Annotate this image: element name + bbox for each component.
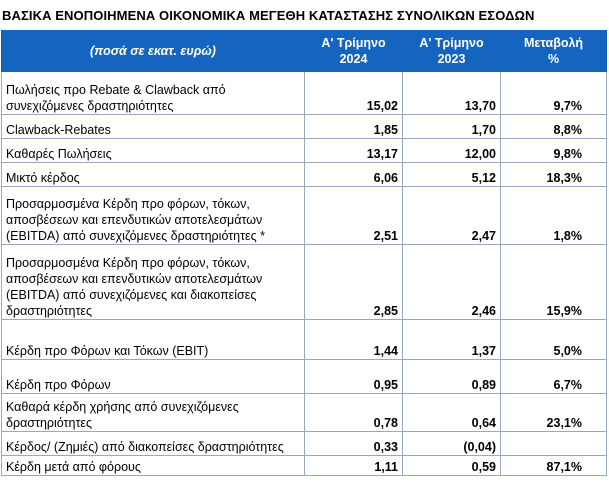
row-label-line: δραστηριότητες xyxy=(6,304,92,318)
header-change-line1: Μεταβολή xyxy=(523,36,584,50)
value-change: 1,8% xyxy=(501,187,607,245)
row-label-line: Πωλήσεις προ Rebate & Clawback από xyxy=(6,83,226,97)
row-label-line: συνεχιζόμενες δραστηριότητες xyxy=(6,99,174,113)
header-q1-2024-line1: Α' Τρίμηνο xyxy=(321,36,386,50)
table-row xyxy=(2,139,607,163)
row-label xyxy=(2,139,305,163)
row-label xyxy=(2,360,305,394)
row-label-line: αποσβέσεων και επενδυτικών αποτελεσμάτων xyxy=(6,213,263,227)
row-label-line: Προσαρμοσμένα Κέρδη προ φόρων, τόκων, xyxy=(6,256,250,270)
row-label-line: (EBITDA) από συνεχιζόμενες και διακοπείσες xyxy=(6,288,257,302)
table-row xyxy=(2,432,607,456)
header-q1-2023-line1: Α' Τρίμηνο xyxy=(419,36,484,50)
value-q1-2024: 6,06 xyxy=(305,163,403,187)
value-q1-2023: 0,89 xyxy=(403,360,501,394)
table-row xyxy=(2,320,607,360)
header-q1-2024-line2: 2024 xyxy=(339,52,368,66)
table-row xyxy=(2,394,607,432)
value-q1-2023: 0,64 xyxy=(403,394,501,432)
value-change: 6,7% xyxy=(501,360,607,394)
value-change: 18,3% xyxy=(501,163,607,187)
value-q1-2024: 0,78 xyxy=(305,394,403,432)
table-row xyxy=(2,360,607,394)
row-label-line: Προσαρμοσμένα Κέρδη προ φόρων, τόκων, xyxy=(6,197,250,211)
row-label xyxy=(2,72,305,115)
header-change-line2: % xyxy=(547,52,560,66)
value-q1-2024: 2,85 xyxy=(305,245,403,320)
value-change: 8,8% xyxy=(501,115,607,139)
header-units-label: (ποσά σε εκατ. ευρώ) xyxy=(2,31,305,72)
row-label-line: Μικτό κέρδος xyxy=(6,171,80,185)
row-label-line: αποσβέσεων και επενδυτικών αποτελεσμάτων xyxy=(6,272,263,286)
value-q1-2023: 2,47 xyxy=(403,187,501,245)
financial-table xyxy=(1,30,607,476)
value-q1-2023: 1,70 xyxy=(403,115,501,139)
value-change: 9,8% xyxy=(501,139,607,163)
value-q1-2024: 1,85 xyxy=(305,115,403,139)
value-change: 23,1% xyxy=(501,394,607,432)
table-row xyxy=(2,187,607,245)
value-q1-2023: (0,04) xyxy=(403,432,501,456)
value-change xyxy=(501,432,607,456)
row-label xyxy=(2,432,305,456)
page-title: ΒΑΣΙΚΑ ΕΝΟΠΟΙΗΜΕΝΑ ΟΙΚΟΝΟΜΙΚΑ ΜΕΓΕΘΗ ΚΑΤΑΣΤΑΣΗΣ ΣΥΝΟΛΙΚΩΝ ΕΣΟΔΩΝ xyxy=(2,8,535,23)
value-q1-2024: 0,33 xyxy=(305,432,403,456)
row-label-line: (EBITDA) από συνεχιζόμενες δραστηριότητες * xyxy=(6,229,265,243)
value-change: 5,0% xyxy=(501,320,607,360)
table-row xyxy=(2,245,607,320)
row-label xyxy=(2,187,305,245)
table-row xyxy=(2,72,607,115)
row-label-line: Clawback-Rebates xyxy=(6,123,111,137)
value-q1-2023: 0,59 xyxy=(403,456,501,476)
table-row xyxy=(2,163,607,187)
row-label xyxy=(2,115,305,139)
row-label-line: Κέρδος/ (Ζημιές) από διακοπείσες δραστηριότητες xyxy=(6,440,284,454)
value-change: 9,7% xyxy=(501,72,607,115)
row-label xyxy=(2,320,305,360)
row-label-line: Καθαρά κέρδη χρήσης από συνεχιζόμενες xyxy=(6,400,239,414)
row-label-line: Κέρδη μετά από φόρους xyxy=(6,460,141,474)
value-q1-2024: 2,51 xyxy=(305,187,403,245)
value-q1-2023: 13,70 xyxy=(403,72,501,115)
value-q1-2023: 2,46 xyxy=(403,245,501,320)
row-label xyxy=(2,245,305,320)
row-label-line: δραστηριότητες xyxy=(6,416,92,430)
table-row xyxy=(2,456,607,476)
value-q1-2023: 1,37 xyxy=(403,320,501,360)
row-label-line: Καθαρές Πωλήσεις xyxy=(6,147,112,161)
value-q1-2023: 12,00 xyxy=(403,139,501,163)
value-q1-2024: 1,44 xyxy=(305,320,403,360)
value-q1-2023: 5,12 xyxy=(403,163,501,187)
row-label-line: Κέρδη προ Φόρων και Τόκων (EBIT) xyxy=(6,344,209,358)
value-q1-2024: 0,95 xyxy=(305,360,403,394)
row-label xyxy=(2,394,305,432)
header-q1-2023 xyxy=(403,31,501,72)
header-q1-2024 xyxy=(305,31,403,72)
value-change: 87,1% xyxy=(501,456,607,476)
header-change xyxy=(501,31,607,72)
table-row xyxy=(2,115,607,139)
table-header-row xyxy=(2,31,607,72)
row-label xyxy=(2,163,305,187)
value-q1-2024: 13,17 xyxy=(305,139,403,163)
value-q1-2024: 1,11 xyxy=(305,456,403,476)
header-q1-2023-line2: 2023 xyxy=(437,52,466,66)
value-change: 15,9% xyxy=(501,245,607,320)
value-q1-2024: 15,02 xyxy=(305,72,403,115)
row-label-line: Κέρδη προ Φόρων xyxy=(6,378,111,392)
table-body xyxy=(2,72,607,476)
row-label xyxy=(2,456,305,476)
